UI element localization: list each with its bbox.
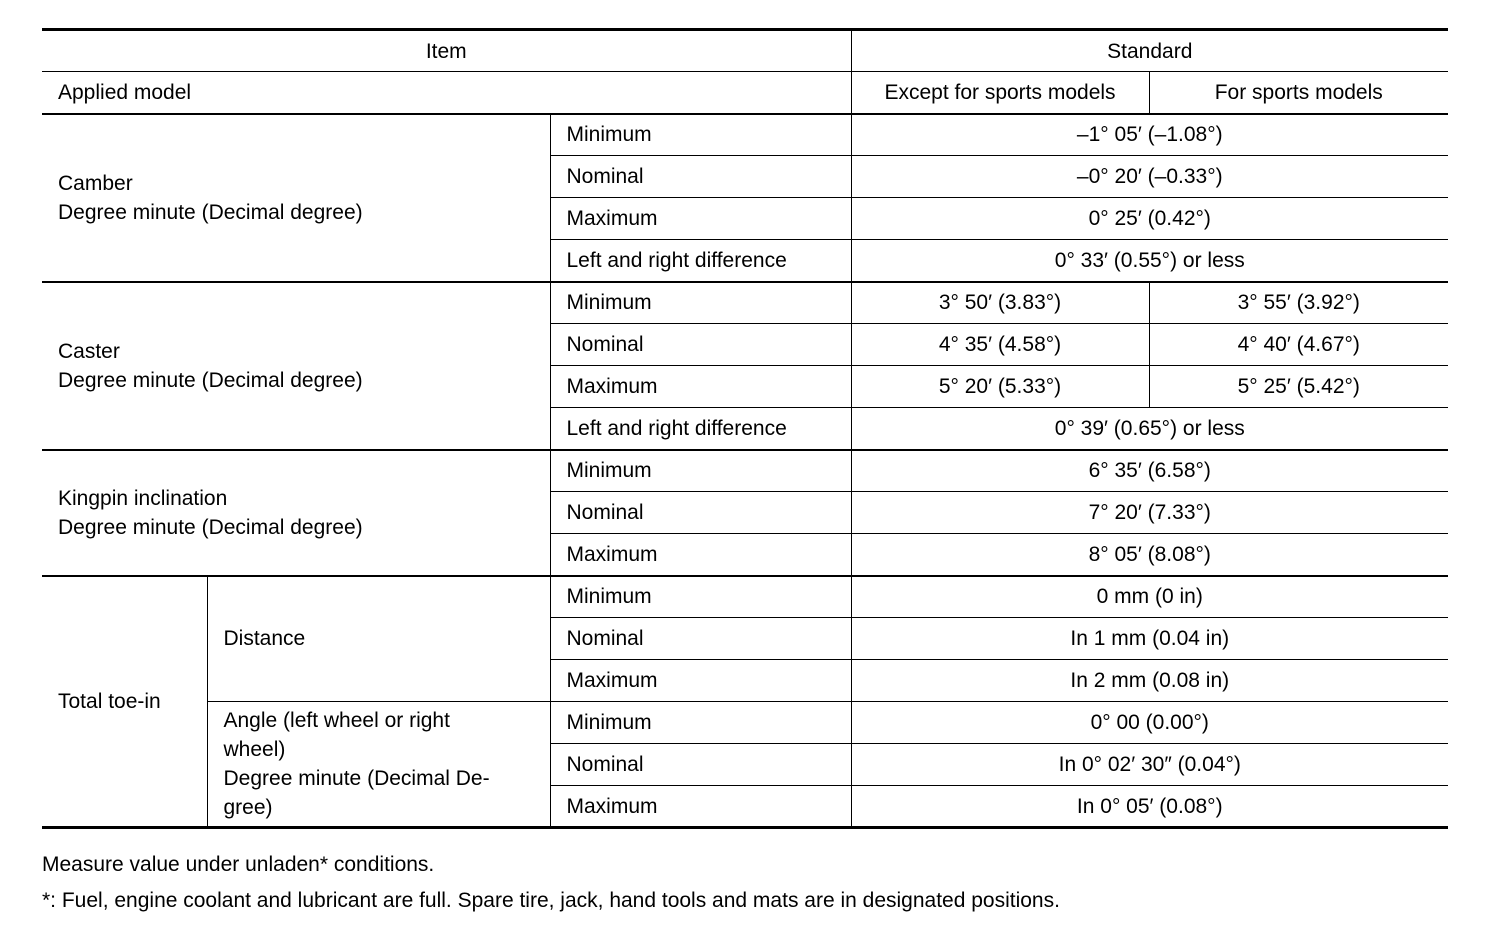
caster-lr-diff-label: Left and right difference xyxy=(550,408,851,450)
except-sports-header: Except for sports models xyxy=(851,72,1149,114)
wheel-alignment-table xyxy=(42,28,1448,829)
toe-distance-minimum-label: Minimum xyxy=(550,576,851,618)
standard-header: Standard xyxy=(851,30,1448,72)
toe-angle-nominal-label: Nominal xyxy=(550,744,851,786)
caster-name: Caster xyxy=(58,339,120,363)
toe-angle-minimum-value: 0° 00 (0.00°) xyxy=(851,702,1448,744)
camber-nominal-value: –0° 20′ (–0.33°) xyxy=(851,156,1448,198)
toe-angle-line-2: wheel) xyxy=(223,738,286,761)
table-row xyxy=(42,702,1448,744)
kingpin-unit: Degree minute (Decimal degree) xyxy=(58,515,363,539)
caster-maximum-except: 5° 20′ (5.33°) xyxy=(851,366,1149,408)
kingpin-label-cell xyxy=(42,450,550,576)
caster-minimum-except: 3° 50′ (3.83°) xyxy=(851,282,1149,324)
toe-distance-maximum-value: In 2 mm (0.08 in) xyxy=(851,660,1448,702)
toe-angle-maximum-label: Maximum xyxy=(550,786,851,828)
unladen-note: Measure value under unladen* conditions. xyxy=(42,853,435,876)
toe-angle-line-4: gree) xyxy=(223,796,273,819)
kingpin-minimum-value: 6° 35′ (6.58°) xyxy=(851,450,1448,492)
caster-unit: Degree minute (Decimal degree) xyxy=(58,368,363,392)
kingpin-maximum-label: Maximum xyxy=(550,534,851,576)
caster-label-cell xyxy=(42,282,550,450)
caster-nominal-sports: 4° 40′ (4.67°) xyxy=(1149,324,1448,366)
unladen-footnote: *: Fuel, engine coolant and lubricant are full. Spare tire, jack, hand tools and mats are in designated positions. xyxy=(42,889,1060,912)
camber-label-cell xyxy=(42,114,550,282)
kingpin-nominal-label: Nominal xyxy=(550,492,851,534)
table-row xyxy=(42,114,1448,156)
camber-lr-diff-value: 0° 33′ (0.55°) or less xyxy=(851,240,1448,282)
camber-name: Camber xyxy=(58,171,133,195)
toe-distance-nominal-label: Nominal xyxy=(550,618,851,660)
camber-nominal-label: Nominal xyxy=(550,156,851,198)
kingpin-minimum-label: Minimum xyxy=(550,450,851,492)
toe-angle-nominal-value: In 0° 02′ 30″ (0.04°) xyxy=(851,744,1448,786)
table-row xyxy=(42,576,1448,618)
for-sports-header: For sports models xyxy=(1149,72,1448,114)
toe-label-cell: Total toe-in xyxy=(42,576,207,828)
kingpin-name: Kingpin inclination xyxy=(58,486,228,510)
camber-maximum-label: Maximum xyxy=(550,198,851,240)
caster-minimum-sports: 3° 55′ (3.92°) xyxy=(1149,282,1448,324)
camber-minimum-label: Minimum xyxy=(550,114,851,156)
item-header: Item xyxy=(42,30,851,72)
header-row xyxy=(42,30,1448,72)
caster-minimum-label: Minimum xyxy=(550,282,851,324)
toe-distance-maximum-label: Maximum xyxy=(550,660,851,702)
table-row xyxy=(42,282,1448,324)
toe-angle-line-3: Degree minute (Decimal De- xyxy=(223,767,490,790)
table-row xyxy=(42,450,1448,492)
toe-angle-line-1: Angle (left wheel or right xyxy=(223,709,450,732)
toe-distance-label: Distance xyxy=(207,576,550,702)
toe-angle-minimum-label: Minimum xyxy=(550,702,851,744)
camber-minimum-value: –1° 05′ (–1.08°) xyxy=(851,114,1448,156)
kingpin-nominal-value: 7° 20′ (7.33°) xyxy=(851,492,1448,534)
kingpin-maximum-value: 8° 05′ (8.08°) xyxy=(851,534,1448,576)
caster-nominal-except: 4° 35′ (4.58°) xyxy=(851,324,1149,366)
caster-maximum-sports: 5° 25′ (5.42°) xyxy=(1149,366,1448,408)
caster-maximum-label: Maximum xyxy=(550,366,851,408)
toe-distance-nominal-value: In 1 mm (0.04 in) xyxy=(851,618,1448,660)
toe-distance-minimum-value: 0 mm (0 in) xyxy=(851,576,1448,618)
camber-lr-diff-label: Left and right difference xyxy=(550,240,851,282)
applied-model-label: Applied model xyxy=(42,72,851,114)
applied-model-row xyxy=(42,72,1448,114)
camber-maximum-value: 0° 25′ (0.42°) xyxy=(851,198,1448,240)
toe-angle-label-cell xyxy=(207,702,550,828)
toe-angle-maximum-value: In 0° 05′ (0.08°) xyxy=(851,786,1448,828)
caster-nominal-label: Nominal xyxy=(550,324,851,366)
camber-unit: Degree minute (Decimal degree) xyxy=(58,200,363,224)
caster-lr-diff-value: 0° 39′ (0.65°) or less xyxy=(851,408,1448,450)
